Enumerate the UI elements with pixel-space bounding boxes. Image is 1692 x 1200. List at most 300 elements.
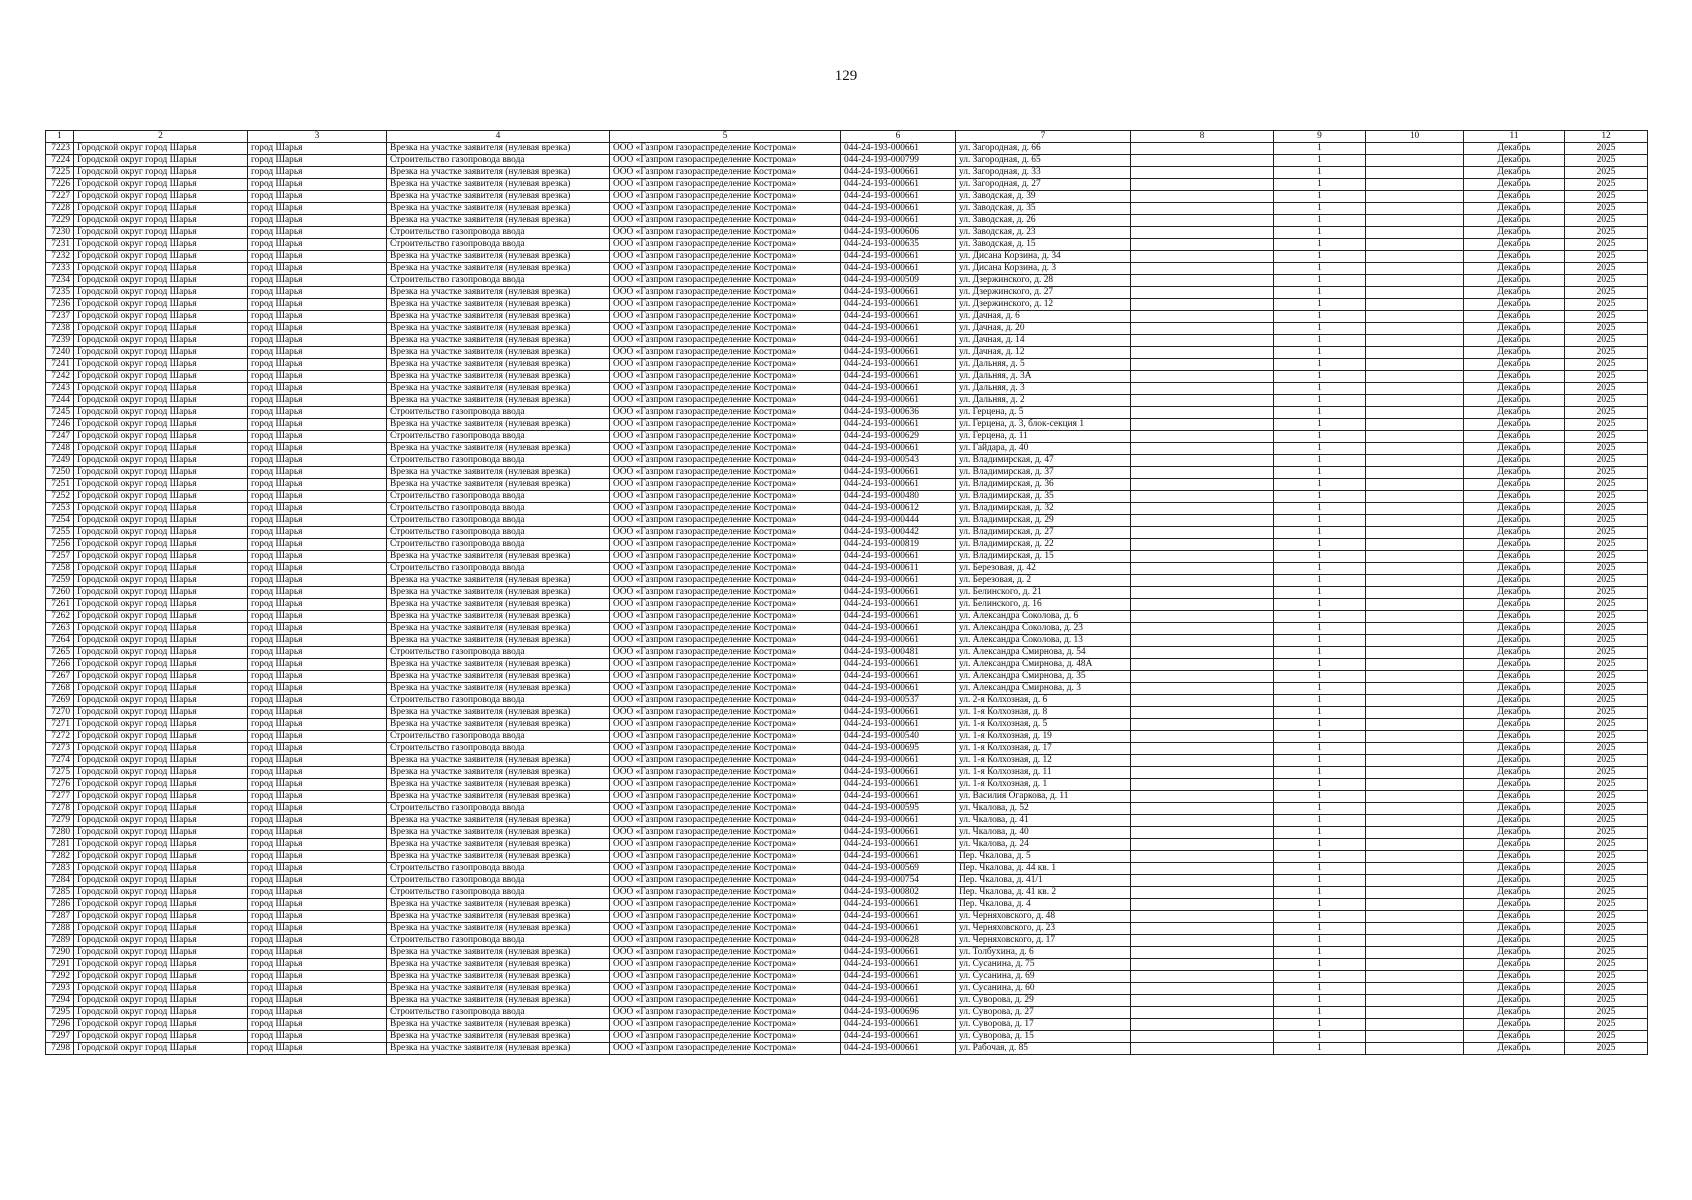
month-cell: Декабрь [1464,203,1565,215]
table-row [46,443,1648,455]
table-row [46,431,1648,443]
year-cell: 2025 [1565,359,1648,371]
col10-cell [1366,995,1464,1007]
district-cell: Городской округ город Шарья [74,815,248,827]
organization-cell: ООО «Газпром газораспределение Кострома» [610,251,841,263]
quantity-cell: 1 [1274,659,1366,671]
quantity-cell: 1 [1274,587,1366,599]
organization-cell: ООО «Газпром газораспределение Кострома» [610,587,841,599]
organization-cell: ООО «Газпром газораспределение Кострома» [610,419,841,431]
quantity-cell: 1 [1274,623,1366,635]
organization-cell: ООО «Газпром газораспределение Кострома» [610,875,841,887]
district-cell: Городской округ город Шарья [74,719,248,731]
col10-cell [1366,263,1464,275]
district-cell: Городской округ город Шарья [74,707,248,719]
settlement-cell: город Шарья [248,1031,387,1043]
address-cell: ул. Владимирская, д. 37 [956,467,1131,479]
quantity-cell: 1 [1274,995,1366,1007]
row-number-cell: 7295 [46,1007,74,1019]
district-cell: Городской округ город Шарья [74,1031,248,1043]
month-cell: Декабрь [1464,287,1565,299]
settlement-cell: город Шарья [248,491,387,503]
row-number-cell: 7291 [46,959,74,971]
year-cell: 2025 [1565,803,1648,815]
quantity-cell: 1 [1274,983,1366,995]
quantity-cell: 1 [1274,287,1366,299]
table-row [46,167,1648,179]
quantity-cell: 1 [1274,1031,1366,1043]
organization-cell: ООО «Газпром газораспределение Кострома» [610,347,841,359]
district-cell: Городской округ город Шарья [74,971,248,983]
district-cell: Городской округ город Шарья [74,935,248,947]
organization-cell: ООО «Газпром газораспределение Кострома» [610,551,841,563]
settlement-cell: город Шарья [248,503,387,515]
settlement-cell: город Шарья [248,215,387,227]
district-cell: Городской округ город Шарья [74,995,248,1007]
month-cell: Декабрь [1464,599,1565,611]
organization-cell: ООО «Газпром газораспределение Кострома» [610,275,841,287]
month-cell: Декабрь [1464,155,1565,167]
year-cell: 2025 [1565,311,1648,323]
month-cell: Декабрь [1464,407,1565,419]
code-cell: 044-24-193-000802 [841,887,956,899]
year-cell: 2025 [1565,887,1648,899]
col8-cell [1131,491,1274,503]
address-cell: ул. Сусанина, д. 60 [956,983,1131,995]
address-cell: ул. Владимирская, д. 36 [956,479,1131,491]
month-cell: Декабрь [1464,611,1565,623]
column-header: 7 [956,131,1131,143]
district-cell: Городской округ город Шарья [74,419,248,431]
row-number-cell: 7227 [46,191,74,203]
work-type-cell: Врезка на участке заявителя (нулевая врезка) [387,359,610,371]
address-cell: ул. Владимирская, д. 32 [956,503,1131,515]
address-cell: ул. Дачная, д. 6 [956,311,1131,323]
work-type-cell: Строительство газопровода ввода [387,407,610,419]
district-cell: Городской округ город Шарья [74,1019,248,1031]
organization-cell: ООО «Газпром газораспределение Кострома» [610,491,841,503]
quantity-cell: 1 [1274,575,1366,587]
month-cell: Декабрь [1464,887,1565,899]
col8-cell [1131,155,1274,167]
organization-cell: ООО «Газпром газораспределение Кострома» [610,539,841,551]
col8-cell [1131,419,1274,431]
organization-cell: ООО «Газпром газораспределение Кострома» [610,1019,841,1031]
code-cell: 044-24-193-000636 [841,407,956,419]
district-cell: Городской округ город Шарья [74,599,248,611]
quantity-cell: 1 [1274,875,1366,887]
settlement-cell: город Шарья [248,947,387,959]
quantity-cell: 1 [1274,335,1366,347]
district-cell: Городской округ город Шарья [74,803,248,815]
month-cell: Декабрь [1464,371,1565,383]
work-type-cell: Врезка на участке заявителя (нулевая врезка) [387,995,610,1007]
col8-cell [1131,839,1274,851]
col10-cell [1366,683,1464,695]
year-cell: 2025 [1565,827,1648,839]
col10-cell [1366,851,1464,863]
quantity-cell: 1 [1274,263,1366,275]
code-cell: 044-24-193-000799 [841,155,956,167]
year-cell: 2025 [1565,707,1648,719]
code-cell: 044-24-193-000661 [841,923,956,935]
col8-cell [1131,767,1274,779]
month-cell: Декабрь [1464,455,1565,467]
settlement-cell: город Шарья [248,743,387,755]
row-number-cell: 7276 [46,779,74,791]
table-row [46,383,1648,395]
year-cell: 2025 [1565,263,1648,275]
settlement-cell: город Шарья [248,587,387,599]
address-cell: ул. Чкалова, д. 40 [956,827,1131,839]
row-number-cell: 7292 [46,971,74,983]
organization-cell: ООО «Газпром газораспределение Кострома» [610,803,841,815]
year-cell: 2025 [1565,239,1648,251]
settlement-cell: город Шарья [248,323,387,335]
code-cell: 044-24-193-000661 [841,203,956,215]
work-type-cell: Врезка на участке заявителя (нулевая врезка) [387,215,610,227]
column-header: 12 [1565,131,1648,143]
work-type-cell: Врезка на участке заявителя (нулевая врезка) [387,587,610,599]
table-row [46,587,1648,599]
col8-cell [1131,791,1274,803]
column-header: 10 [1366,131,1464,143]
settlement-cell: город Шарья [248,659,387,671]
row-number-cell: 7258 [46,563,74,575]
quantity-cell: 1 [1274,455,1366,467]
table-row [46,911,1648,923]
row-number-cell: 7245 [46,407,74,419]
month-cell: Декабрь [1464,431,1565,443]
organization-cell: ООО «Газпром газораспределение Кострома» [610,431,841,443]
organization-cell: ООО «Газпром газораспределение Кострома» [610,227,841,239]
settlement-cell: город Шарья [248,1019,387,1031]
work-type-cell: Врезка на участке заявителя (нулевая врезка) [387,479,610,491]
year-cell: 2025 [1565,863,1648,875]
month-cell: Декабрь [1464,1043,1565,1055]
district-cell: Городской округ город Шарья [74,515,248,527]
year-cell: 2025 [1565,923,1648,935]
col8-cell [1131,815,1274,827]
code-cell: 044-24-193-000661 [841,575,956,587]
organization-cell: ООО «Газпром газораспределение Кострома» [610,179,841,191]
code-cell: 044-24-193-000480 [841,491,956,503]
quantity-cell: 1 [1274,959,1366,971]
address-cell: ул. Загородная, д. 65 [956,155,1131,167]
col10-cell [1366,839,1464,851]
quantity-cell: 1 [1274,707,1366,719]
year-cell: 2025 [1565,491,1648,503]
work-type-cell: Врезка на участке заявителя (нулевая врезка) [387,707,610,719]
settlement-cell: город Шарья [248,911,387,923]
year-cell: 2025 [1565,983,1648,995]
settlement-cell: город Шарья [248,683,387,695]
district-cell: Городской округ город Шарья [74,503,248,515]
code-cell: 044-24-193-000628 [841,935,956,947]
table-row [46,467,1648,479]
month-cell: Декабрь [1464,923,1565,935]
table-row [46,947,1648,959]
quantity-cell: 1 [1274,359,1366,371]
address-cell: ул. Загородная, д. 66 [956,143,1131,155]
col8-cell [1131,863,1274,875]
table-row [46,335,1648,347]
table-row [46,191,1648,203]
col10-cell [1366,419,1464,431]
year-cell: 2025 [1565,635,1648,647]
row-number-cell: 7267 [46,671,74,683]
address-cell: ул. Дисана Корзина, д. 34 [956,251,1131,263]
year-cell: 2025 [1565,587,1648,599]
organization-cell: ООО «Газпром газораспределение Кострома» [610,1031,841,1043]
row-number-cell: 7235 [46,287,74,299]
col8-cell [1131,467,1274,479]
col8-cell [1131,299,1274,311]
address-cell: Пер. Чкалова, д. 41 кв. 2 [956,887,1131,899]
year-cell: 2025 [1565,539,1648,551]
quantity-cell: 1 [1274,767,1366,779]
col8-cell [1131,803,1274,815]
row-number-cell: 7275 [46,767,74,779]
month-cell: Декабрь [1464,659,1565,671]
row-number-cell: 7225 [46,167,74,179]
col10-cell [1366,347,1464,359]
col8-cell [1131,287,1274,299]
table-row [46,539,1648,551]
organization-cell: ООО «Газпром газораспределение Кострома» [610,719,841,731]
month-cell: Декабрь [1464,695,1565,707]
work-type-cell: Врезка на участке заявителя (нулевая врезка) [387,911,610,923]
col10-cell [1366,875,1464,887]
district-cell: Городской округ город Шарья [74,239,248,251]
district-cell: Городской округ город Шарья [74,1007,248,1019]
col10-cell [1366,959,1464,971]
address-cell: Пер. Чкалова, д. 5 [956,851,1131,863]
quantity-cell: 1 [1274,719,1366,731]
organization-cell: ООО «Газпром газораспределение Кострома» [610,743,841,755]
work-type-cell: Строительство газопровода ввода [387,491,610,503]
work-type-cell: Врезка на участке заявителя (нулевая врезка) [387,299,610,311]
quantity-cell: 1 [1274,155,1366,167]
col8-cell [1131,719,1274,731]
col8-cell [1131,503,1274,515]
settlement-cell: город Шарья [248,395,387,407]
year-cell: 2025 [1565,791,1648,803]
col8-cell [1131,383,1274,395]
table-row [46,287,1648,299]
organization-cell: ООО «Газпром газораспределение Кострома» [610,935,841,947]
year-cell: 2025 [1565,719,1648,731]
code-cell: 044-24-193-000661 [841,971,956,983]
row-number-cell: 7257 [46,551,74,563]
work-type-cell: Врезка на участке заявителя (нулевая врезка) [387,983,610,995]
quantity-cell: 1 [1274,431,1366,443]
code-cell: 044-24-193-000661 [841,335,956,347]
quantity-cell: 1 [1274,467,1366,479]
organization-cell: ООО «Газпром газораспределение Кострома» [610,911,841,923]
settlement-cell: город Шарья [248,959,387,971]
year-cell: 2025 [1565,1007,1648,1019]
district-cell: Городской округ город Шарья [74,359,248,371]
year-cell: 2025 [1565,299,1648,311]
address-cell: ул. 1-я Колхозная, д. 5 [956,719,1131,731]
month-cell: Декабрь [1464,335,1565,347]
district-cell: Городской округ город Шарья [74,275,248,287]
col8-cell [1131,359,1274,371]
settlement-cell: город Шарья [248,467,387,479]
year-cell: 2025 [1565,155,1648,167]
address-cell: ул. Березовая, д. 42 [956,563,1131,575]
table-row [46,611,1648,623]
row-number-cell: 7265 [46,647,74,659]
col10-cell [1366,587,1464,599]
district-cell: Городской округ город Шарья [74,611,248,623]
year-cell: 2025 [1565,647,1648,659]
quantity-cell: 1 [1274,755,1366,767]
settlement-cell: город Шарья [248,923,387,935]
table-row [46,671,1648,683]
district-cell: Городской округ город Шарья [74,347,248,359]
code-cell: 044-24-193-000661 [841,815,956,827]
year-cell: 2025 [1565,995,1648,1007]
address-cell: Пер. Чкалова, д. 41/1 [956,875,1131,887]
code-cell: 044-24-193-000612 [841,503,956,515]
code-cell: 044-24-193-000543 [841,455,956,467]
col10-cell [1366,827,1464,839]
col8-cell [1131,707,1274,719]
table-row [46,527,1648,539]
work-type-cell: Врезка на участке заявителя (нулевая врезка) [387,467,610,479]
col8-cell [1131,251,1274,263]
month-cell: Декабрь [1464,743,1565,755]
address-cell: ул. Владимирская, д. 47 [956,455,1131,467]
col10-cell [1366,287,1464,299]
row-number-cell: 7280 [46,827,74,839]
work-type-cell: Строительство газопровода ввода [387,527,610,539]
address-cell: ул. Суворова, д. 29 [956,995,1131,1007]
year-cell: 2025 [1565,395,1648,407]
year-cell: 2025 [1565,143,1648,155]
row-number-cell: 7243 [46,383,74,395]
address-cell: ул. Толбухина, д. 6 [956,947,1131,959]
col10-cell [1366,647,1464,659]
col10-cell [1366,215,1464,227]
year-cell: 2025 [1565,527,1648,539]
district-cell: Городской округ город Шарья [74,443,248,455]
settlement-cell: город Шарья [248,1007,387,1019]
col10-cell [1366,311,1464,323]
district-cell: Городской округ город Шарья [74,863,248,875]
settlement-cell: город Шарья [248,539,387,551]
col10-cell [1366,443,1464,455]
organization-cell: ООО «Газпром газораспределение Кострома» [610,623,841,635]
organization-cell: ООО «Газпром газораспределение Кострома» [610,887,841,899]
col8-cell [1131,695,1274,707]
month-cell: Декабрь [1464,971,1565,983]
column-header: 5 [610,131,841,143]
month-cell: Декабрь [1464,491,1565,503]
code-cell: 044-24-193-000661 [841,347,956,359]
organization-cell: ООО «Газпром газораспределение Кострома» [610,503,841,515]
table-row [46,203,1648,215]
address-cell: ул. Гайдара, д. 40 [956,443,1131,455]
year-cell: 2025 [1565,779,1648,791]
settlement-cell: город Шарья [248,719,387,731]
work-type-cell: Врезка на участке заявителя (нулевая врезка) [387,683,610,695]
quantity-cell: 1 [1274,827,1366,839]
address-cell: ул. Загородная, д. 33 [956,167,1131,179]
col10-cell [1366,695,1464,707]
work-type-cell: Врезка на участке заявителя (нулевая врезка) [387,203,610,215]
code-cell: 044-24-193-000442 [841,527,956,539]
col10-cell [1366,275,1464,287]
settlement-cell: город Шарья [248,671,387,683]
table-row [46,791,1648,803]
col10-cell [1366,791,1464,803]
code-cell: 044-24-193-000595 [841,803,956,815]
address-cell: ул. Заводская, д. 26 [956,215,1131,227]
code-cell: 044-24-193-000661 [841,443,956,455]
organization-cell: ООО «Газпром газораспределение Кострома» [610,407,841,419]
month-cell: Декабрь [1464,947,1565,959]
table-row [46,491,1648,503]
row-number-cell: 7263 [46,623,74,635]
code-cell: 044-24-193-000661 [841,947,956,959]
month-cell: Декабрь [1464,851,1565,863]
organization-cell: ООО «Газпром газораспределение Кострома» [610,731,841,743]
row-number-cell: 7271 [46,719,74,731]
code-cell: 044-24-193-000661 [841,623,956,635]
col10-cell [1366,635,1464,647]
table-row [46,647,1648,659]
table-row [46,479,1648,491]
district-cell: Городской округ город Шарья [74,143,248,155]
work-type-cell: Врезка на участке заявителя (нулевая врезка) [387,167,610,179]
month-cell: Декабрь [1464,227,1565,239]
col10-cell [1366,407,1464,419]
district-cell: Городской округ город Шарья [74,479,248,491]
work-type-cell: Врезка на участке заявителя (нулевая врезка) [387,311,610,323]
year-cell: 2025 [1565,179,1648,191]
district-cell: Городской округ город Шарья [74,983,248,995]
col10-cell [1366,551,1464,563]
work-type-cell: Строительство газопровода ввода [387,1007,610,1019]
district-cell: Городской округ город Шарья [74,683,248,695]
year-cell: 2025 [1565,1031,1648,1043]
address-cell: ул. Чкалова, д. 24 [956,839,1131,851]
settlement-cell: город Шарья [248,431,387,443]
year-cell: 2025 [1565,251,1648,263]
work-type-cell: Врезка на участке заявителя (нулевая врезка) [387,599,610,611]
table-row [46,875,1648,887]
code-cell: 044-24-193-000661 [841,851,956,863]
code-cell: 044-24-193-000661 [841,779,956,791]
year-cell: 2025 [1565,275,1648,287]
code-cell: 044-24-193-000661 [841,419,956,431]
code-cell: 044-24-193-000509 [841,275,956,287]
settlement-cell: город Шарья [248,815,387,827]
district-cell: Городской округ город Шарья [74,335,248,347]
col10-cell [1366,563,1464,575]
work-type-cell: Строительство газопровода ввода [387,503,610,515]
work-type-cell: Врезка на участке заявителя (нулевая врезка) [387,383,610,395]
address-cell: Пер. Чкалова, д. 4 [956,899,1131,911]
work-type-cell: Врезка на участке заявителя (нулевая врезка) [387,443,610,455]
row-number-cell: 7270 [46,707,74,719]
code-cell: 044-24-193-000695 [841,743,956,755]
quantity-cell: 1 [1274,947,1366,959]
address-cell: ул. Владимирская, д. 27 [956,527,1131,539]
